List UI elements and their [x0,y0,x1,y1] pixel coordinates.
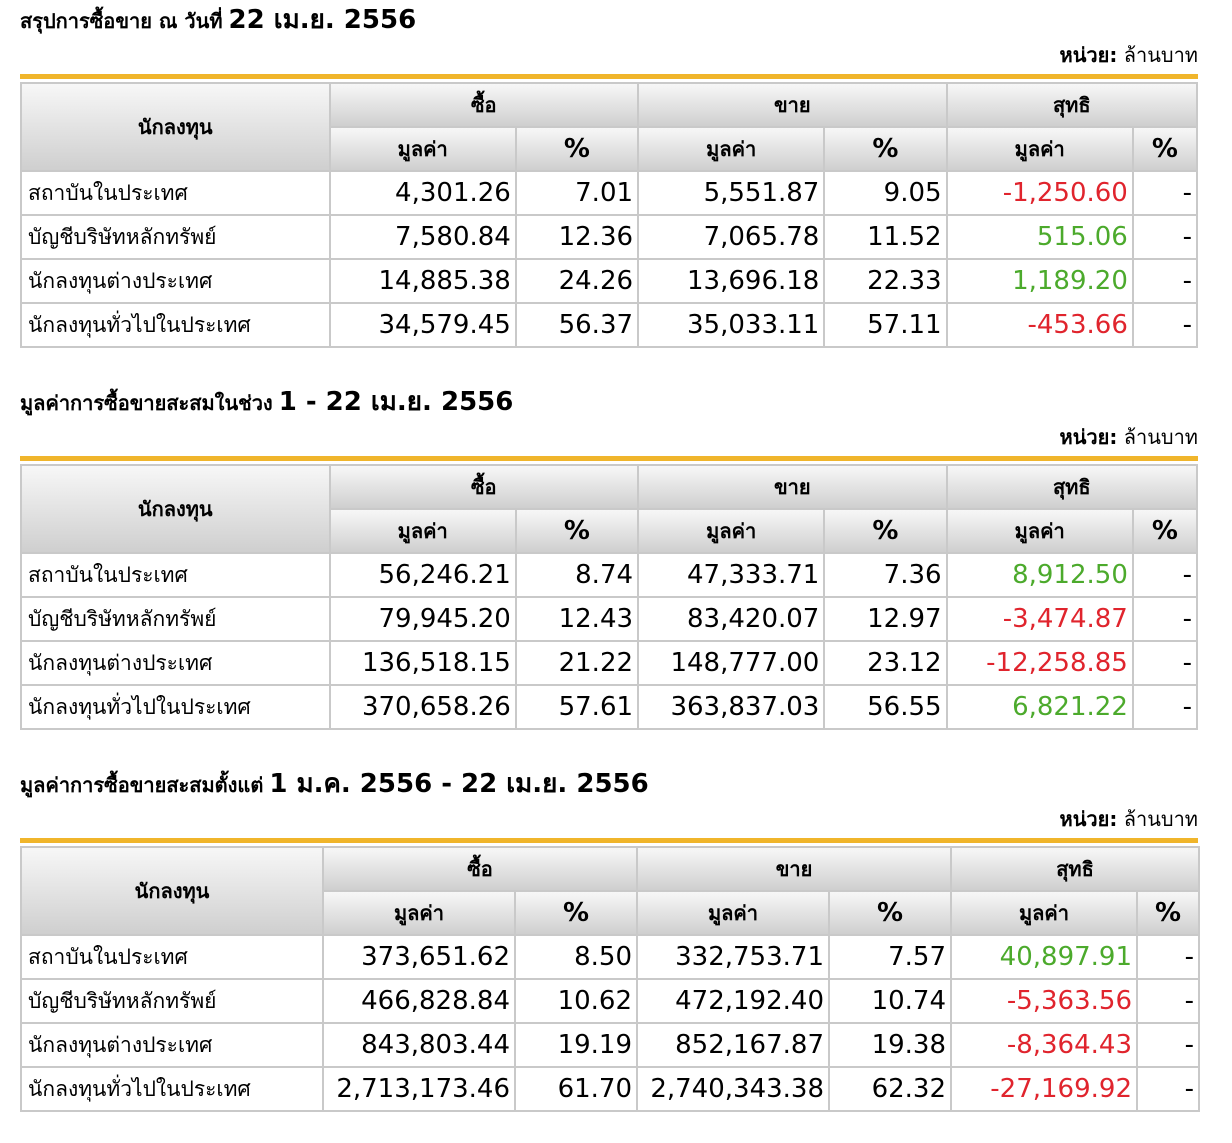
buy-pct: 56.37 [516,303,638,347]
sell-value: 47,333.71 [638,553,824,597]
investor-name: บัญชีบริษัทหลักทรัพย์ [21,597,330,641]
buy-value: 2,713,173.46 [323,1067,515,1111]
col-header-sell-pct: % [829,891,951,935]
investor-name: บัญชีบริษัทหลักทรัพย์ [21,979,323,1023]
buy-value: 843,803.44 [323,1023,515,1067]
col-header-net-value: มูลค่า [947,509,1133,553]
table-row [21,597,1197,641]
net-value: -12,258.85 [947,641,1133,685]
col-header-buy-value: มูลค่า [323,891,515,935]
col-header-net-pct: % [1133,509,1197,553]
net-value: -5,363.56 [951,979,1137,1023]
unit-value: ล้านบาท [1123,43,1198,67]
col-header-sell-pct: % [824,127,946,171]
buy-pct: 10.62 [515,979,637,1023]
buy-value: 34,579.45 [330,303,516,347]
buy-pct: 24.26 [516,259,638,303]
table-row [21,979,1199,1023]
buy-value: 4,301.26 [330,171,516,215]
net-value: -3,474.87 [947,597,1133,641]
sell-pct: 9.05 [824,171,946,215]
section-title-date: 1 ม.ค. 2556 - 22 เม.ย. 2556 [269,769,649,799]
unit-label: หน่วย: [1059,807,1118,831]
table-row [21,1067,1199,1111]
col-header-sell-value: มูลค่า [638,127,824,171]
sell-pct: 11.52 [824,215,946,259]
table-row [21,303,1197,347]
sell-value: 363,837.03 [638,685,824,729]
unit-note [1060,424,1198,450]
col-header-buy-value: มูลค่า [330,127,516,171]
table-row [21,215,1197,259]
sell-value: 852,167.87 [637,1023,829,1067]
net-value: 6,821.22 [947,685,1133,729]
accent-divider [20,456,1198,461]
sell-pct: 56.55 [824,685,946,729]
accent-divider [20,838,1198,843]
sell-pct: 7.57 [829,935,951,979]
col-header-buy-pct: % [516,509,638,553]
sell-value: 35,033.11 [638,303,824,347]
col-header-net-pct: % [1133,127,1197,171]
sell-value: 332,753.71 [637,935,829,979]
col-header-buy: ซื้อ [323,847,637,891]
summary-table [20,464,1198,730]
net-pct: - [1133,215,1197,259]
net-pct: - [1137,979,1199,1023]
net-value: -27,169.92 [951,1067,1137,1111]
investor-name: บัญชีบริษัทหลักทรัพย์ [21,215,330,259]
net-pct: - [1137,1067,1199,1111]
col-header-buy: ซื้อ [330,465,639,509]
table-row [21,553,1197,597]
col-header-investor: นักลงทุน [21,847,323,935]
col-header-net-value: มูลค่า [951,891,1137,935]
sell-value: 13,696.18 [638,259,824,303]
net-pct: - [1133,553,1197,597]
investor-name: สถาบันในประเทศ [21,935,323,979]
buy-value: 370,658.26 [330,685,516,729]
col-header-net: สุทธิ [951,847,1199,891]
net-value: -1,250.60 [947,171,1133,215]
sell-pct: 7.36 [824,553,946,597]
buy-pct: 21.22 [516,641,638,685]
net-pct: - [1133,303,1197,347]
sell-value: 2,740,343.38 [637,1067,829,1111]
net-value: 8,912.50 [947,553,1133,597]
investor-name: สถาบันในประเทศ [21,171,330,215]
investor-name: นักลงทุนทั่วไปในประเทศ [21,303,330,347]
investor-name: นักลงทุนต่างประเทศ [21,641,330,685]
table-row [21,171,1197,215]
section-title-text: มูลค่าการซื้อขายสะสมในช่วง [20,391,273,415]
buy-pct: 12.36 [516,215,638,259]
col-header-buy-pct: % [515,891,637,935]
net-value: 515.06 [947,215,1133,259]
investor-name: สถาบันในประเทศ [21,553,330,597]
buy-pct: 7.01 [516,171,638,215]
col-header-net-value: มูลค่า [947,127,1133,171]
sell-value: 148,777.00 [638,641,824,685]
sell-value: 472,192.40 [637,979,829,1023]
section-title [20,2,416,38]
col-header-sell-pct: % [824,509,946,553]
summary-section [20,2,1198,366]
section-title-text: มูลค่าการซื้อขายสะสมตั้งแต่ [20,773,264,797]
sell-pct: 22.33 [824,259,946,303]
sell-pct: 57.11 [824,303,946,347]
header-row-group [21,847,1199,891]
summary-section [20,384,1198,748]
table-row [21,1023,1199,1067]
net-pct: - [1133,259,1197,303]
unit-value: ล้านบาท [1123,807,1198,831]
summary-table [20,846,1200,1112]
buy-value: 466,828.84 [323,979,515,1023]
net-value: 1,189.20 [947,259,1133,303]
sell-pct: 62.32 [829,1067,951,1111]
unit-label: หน่วย: [1059,43,1118,67]
buy-value: 79,945.20 [330,597,516,641]
investor-name: นักลงทุนทั่วไปในประเทศ [21,1067,323,1111]
net-value: -453.66 [947,303,1133,347]
col-header-net: สุทธิ [947,465,1197,509]
col-header-investor: นักลงทุน [21,83,330,171]
col-header-investor: นักลงทุน [21,465,330,553]
unit-value: ล้านบาท [1123,425,1198,449]
section-title-text: สรุปการซื้อขาย ณ วันที่ [20,9,223,33]
col-header-sell-value: มูลค่า [638,509,824,553]
sell-pct: 12.97 [824,597,946,641]
col-header-net: สุทธิ [947,83,1197,127]
col-header-buy-pct: % [516,127,638,171]
buy-pct: 19.19 [515,1023,637,1067]
net-value: -8,364.43 [951,1023,1137,1067]
net-pct: - [1133,685,1197,729]
sell-pct: 23.12 [824,641,946,685]
table-row [21,685,1197,729]
section-title-date: 22 เม.ย. 2556 [228,5,417,35]
net-pct: - [1137,1023,1199,1067]
sell-pct: 19.38 [829,1023,951,1067]
col-header-sell-value: มูลค่า [637,891,829,935]
buy-pct: 61.70 [515,1067,637,1111]
net-pct: - [1133,597,1197,641]
sell-value: 7,065.78 [638,215,824,259]
buy-pct: 8.74 [516,553,638,597]
sell-value: 5,551.87 [638,171,824,215]
header-row-group [21,83,1197,127]
unit-label: หน่วย: [1059,425,1118,449]
summary-table [20,82,1198,348]
investor-name: นักลงทุนทั่วไปในประเทศ [21,685,330,729]
investor-name: นักลงทุนต่างประเทศ [21,1023,323,1067]
buy-value: 14,885.38 [330,259,516,303]
col-header-sell: ขาย [638,83,947,127]
net-pct: - [1133,641,1197,685]
section-title-date: 1 - 22 เม.ย. 2556 [278,387,514,417]
table-row [21,259,1197,303]
sell-pct: 10.74 [829,979,951,1023]
col-header-buy-value: มูลค่า [330,509,516,553]
table-row [21,641,1197,685]
net-value: 40,897.91 [951,935,1137,979]
col-header-sell: ขาย [637,847,951,891]
buy-value: 373,651.62 [323,935,515,979]
sell-value: 83,420.07 [638,597,824,641]
buy-pct: 57.61 [516,685,638,729]
investor-name: นักลงทุนต่างประเทศ [21,259,330,303]
col-header-buy: ซื้อ [330,83,639,127]
col-header-sell: ขาย [638,465,947,509]
net-pct: - [1137,935,1199,979]
buy-value: 7,580.84 [330,215,516,259]
buy-value: 136,518.15 [330,641,516,685]
buy-pct: 12.43 [516,597,638,641]
buy-value: 56,246.21 [330,553,516,597]
unit-note [1060,42,1198,68]
accent-divider [20,74,1198,79]
buy-pct: 8.50 [515,935,637,979]
net-pct: - [1133,171,1197,215]
unit-note [1060,806,1198,832]
col-header-net-pct: % [1137,891,1199,935]
table-row [21,935,1199,979]
section-title [20,766,649,802]
summary-section [20,766,1198,1130]
header-row-group [21,465,1197,509]
section-title [20,384,513,420]
